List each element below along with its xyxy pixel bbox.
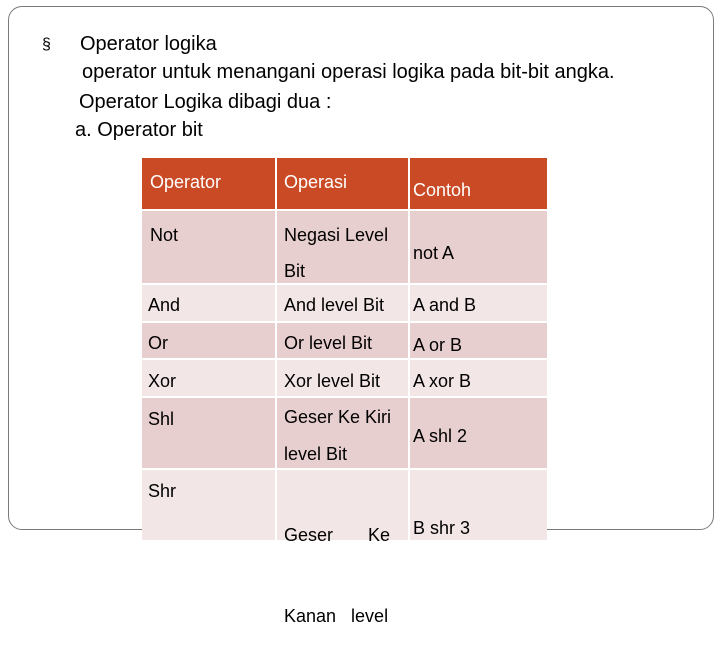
cell-contoh-and: A and B bbox=[409, 284, 547, 322]
cell-contoh-shl: A shl 2 bbox=[409, 397, 547, 469]
cell-operasi-shr-line2: Kanan level bbox=[284, 606, 389, 626]
cell-operasi-not-line2: Bit bbox=[284, 261, 306, 281]
grid-line-h6 bbox=[142, 468, 547, 470]
cell-operasi-shl bbox=[276, 397, 409, 469]
cell-operasi-not-line1: Negasi Level bbox=[284, 225, 389, 245]
grid-line-h4 bbox=[142, 358, 547, 360]
cell-contoh-not: not A bbox=[409, 210, 547, 284]
cell-operator-xor: Xor bbox=[142, 359, 276, 397]
cell-operasi-xor: Xor level Bit bbox=[276, 359, 409, 397]
grid-line-v2 bbox=[408, 158, 410, 540]
grid-line-v1 bbox=[275, 158, 277, 540]
cell-operasi-and: And level Bit bbox=[276, 284, 409, 322]
grid-line-h1 bbox=[142, 209, 547, 211]
grid-line-h5 bbox=[142, 396, 547, 398]
cell-operator-shl: Shl bbox=[142, 397, 276, 469]
text-line-1: operator untuk menangani operasi logika pada bit-bit angka. bbox=[82, 61, 615, 83]
cell-operator-shr: Shr bbox=[142, 469, 276, 540]
header-contoh: Contoh bbox=[409, 158, 547, 210]
cell-contoh-xor: A xor B bbox=[409, 359, 547, 397]
cell-operasi-shl-line1: Geser Ke Kiri bbox=[284, 407, 392, 427]
cell-operasi-or: Or level Bit bbox=[276, 322, 409, 359]
header-operator: Operator bbox=[142, 158, 276, 210]
slide-heading: Operator logika bbox=[80, 33, 217, 55]
header-operasi: Operasi bbox=[276, 158, 409, 210]
cell-operasi-not bbox=[276, 210, 409, 284]
cell-operator-not: Not bbox=[142, 210, 276, 284]
cell-operasi-shr bbox=[276, 469, 409, 626]
cell-operasi-shl-line2: level Bit bbox=[284, 444, 348, 464]
text-line-3: a. Operator bit bbox=[75, 119, 203, 141]
text-line-2: Operator Logika dibagi dua : bbox=[79, 91, 332, 113]
grid-line-h3 bbox=[142, 321, 547, 323]
cell-operasi-shr-line1: Geser Ke bbox=[284, 525, 391, 545]
cell-contoh-or: A or B bbox=[409, 322, 547, 359]
cell-operator-or: Or bbox=[142, 322, 276, 359]
grid-line-h2 bbox=[142, 283, 547, 285]
operator-table bbox=[142, 158, 547, 626]
cell-operator-and: And bbox=[142, 284, 276, 322]
cell-contoh-shr: B shr 3 bbox=[409, 469, 547, 540]
bullet-marker: § bbox=[42, 36, 51, 53]
